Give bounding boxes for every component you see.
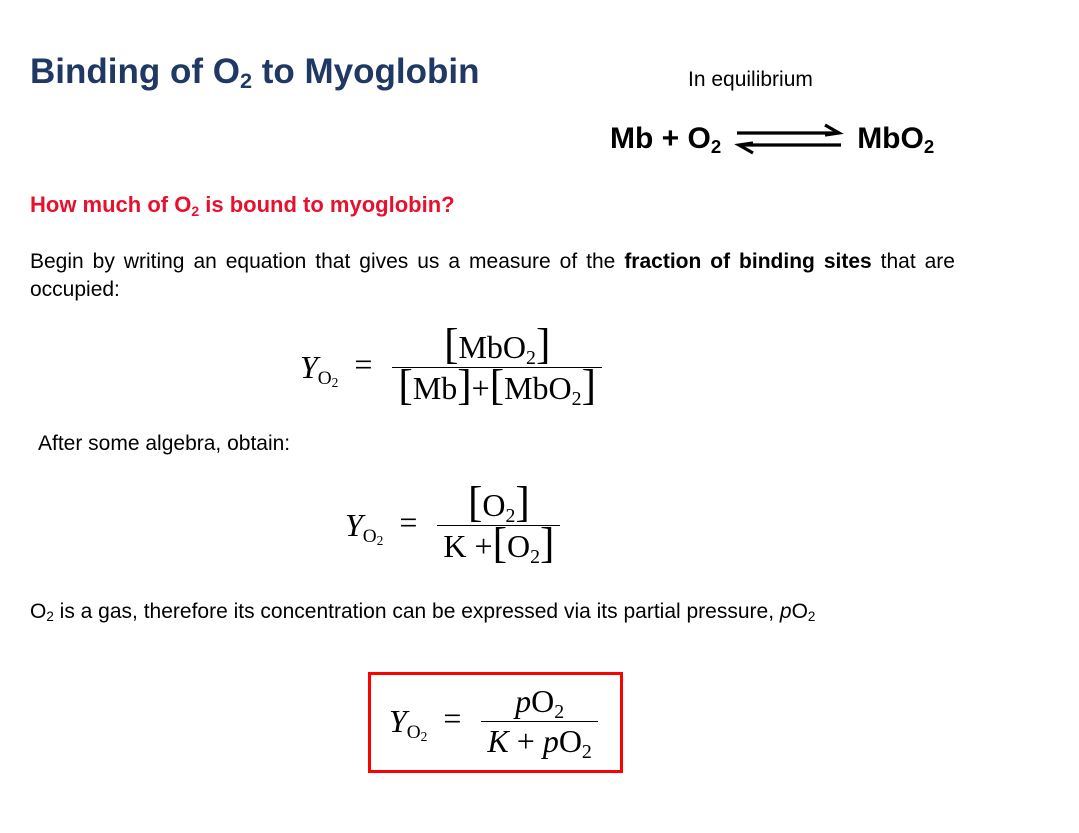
formula2-lhs-variable: Y — [345, 507, 363, 543]
formula3-equals: = — [435, 699, 470, 736]
formula2-denominator: K +[O2] — [437, 525, 560, 565]
equilibrium-double-arrow-icon — [733, 122, 845, 156]
formula1-denominator: [Mb]+[MbO2] — [392, 367, 602, 407]
reaction-reactants-text: Mb + O — [610, 122, 711, 155]
paragraph3-subscript2: 2 — [807, 609, 816, 625]
paragraph-intro — [30, 248, 955, 303]
formula2-lhs-subscript: O2 — [362, 525, 384, 549]
reaction-product-text: MbO — [857, 122, 924, 155]
paragraph-intro-part2: that are occupied: — [30, 250, 955, 301]
formula3-fraction — [481, 683, 597, 763]
formula-fraction-bound-oxygen — [345, 479, 564, 568]
formula2-fraction — [437, 479, 560, 568]
paragraph-intro-part1: Begin by writing an equation that gives us a measure of the — [30, 250, 625, 273]
paragraph3-italic-p: p — [779, 600, 792, 623]
question-text-post: is bound to myoglobin? — [199, 192, 455, 217]
formula3-lhs-variable: Y — [389, 703, 407, 739]
reaction-product-subscript: 2 — [923, 135, 935, 157]
paragraph-intro-bold: fraction of binding sites — [624, 250, 872, 273]
paragraph-after-algebra: After some algebra, obtain: — [38, 432, 291, 455]
question-subscript: 2 — [191, 202, 200, 219]
formula2-numerator: [O2] — [468, 479, 530, 527]
formula1-numerator: [MbO2] — [444, 321, 551, 369]
page-title-text-post: to Myoglobin — [252, 52, 480, 91]
reaction-product — [857, 122, 934, 156]
paragraph3-part3: O — [791, 600, 808, 623]
question-text-pre: How much of O — [30, 192, 192, 217]
equilibrium-note: In equilibrium — [688, 68, 813, 91]
formula1-lhs-variable: Y — [300, 349, 318, 385]
paragraph-partial-pressure — [30, 598, 955, 626]
paragraph3-part1: O — [30, 600, 47, 623]
paragraph3-subscript1: 2 — [46, 609, 54, 625]
formula1-fraction — [392, 321, 602, 410]
formula3-denominator: K + pO2 — [481, 721, 597, 760]
page-title-text-pre: Binding of O — [30, 52, 240, 91]
formula3-lhs-subscript: O2 — [406, 721, 428, 745]
formula3-numerator: pO2 — [515, 683, 565, 723]
formula-boxed-partial-pressure — [368, 672, 623, 773]
page-title — [30, 52, 479, 92]
paragraph3-part2: is a gas, therefore its concentration can be expressed via its partial pressure, — [53, 600, 780, 623]
formula2-lhs — [345, 507, 384, 549]
formula3-lhs — [389, 703, 428, 745]
page-title-subscript: 2 — [239, 68, 253, 94]
reaction-reactants-subscript: 2 — [710, 135, 722, 157]
reaction-equation — [610, 122, 934, 156]
formula1-lhs-subscript: O2 — [317, 367, 339, 391]
question-heading — [30, 192, 455, 218]
formula1-lhs — [300, 349, 339, 391]
formula1-equals: = — [346, 345, 381, 382]
reaction-reactants — [610, 122, 721, 156]
formula2-equals: = — [391, 503, 426, 540]
formula-fraction-bound-concentrations — [300, 321, 606, 410]
